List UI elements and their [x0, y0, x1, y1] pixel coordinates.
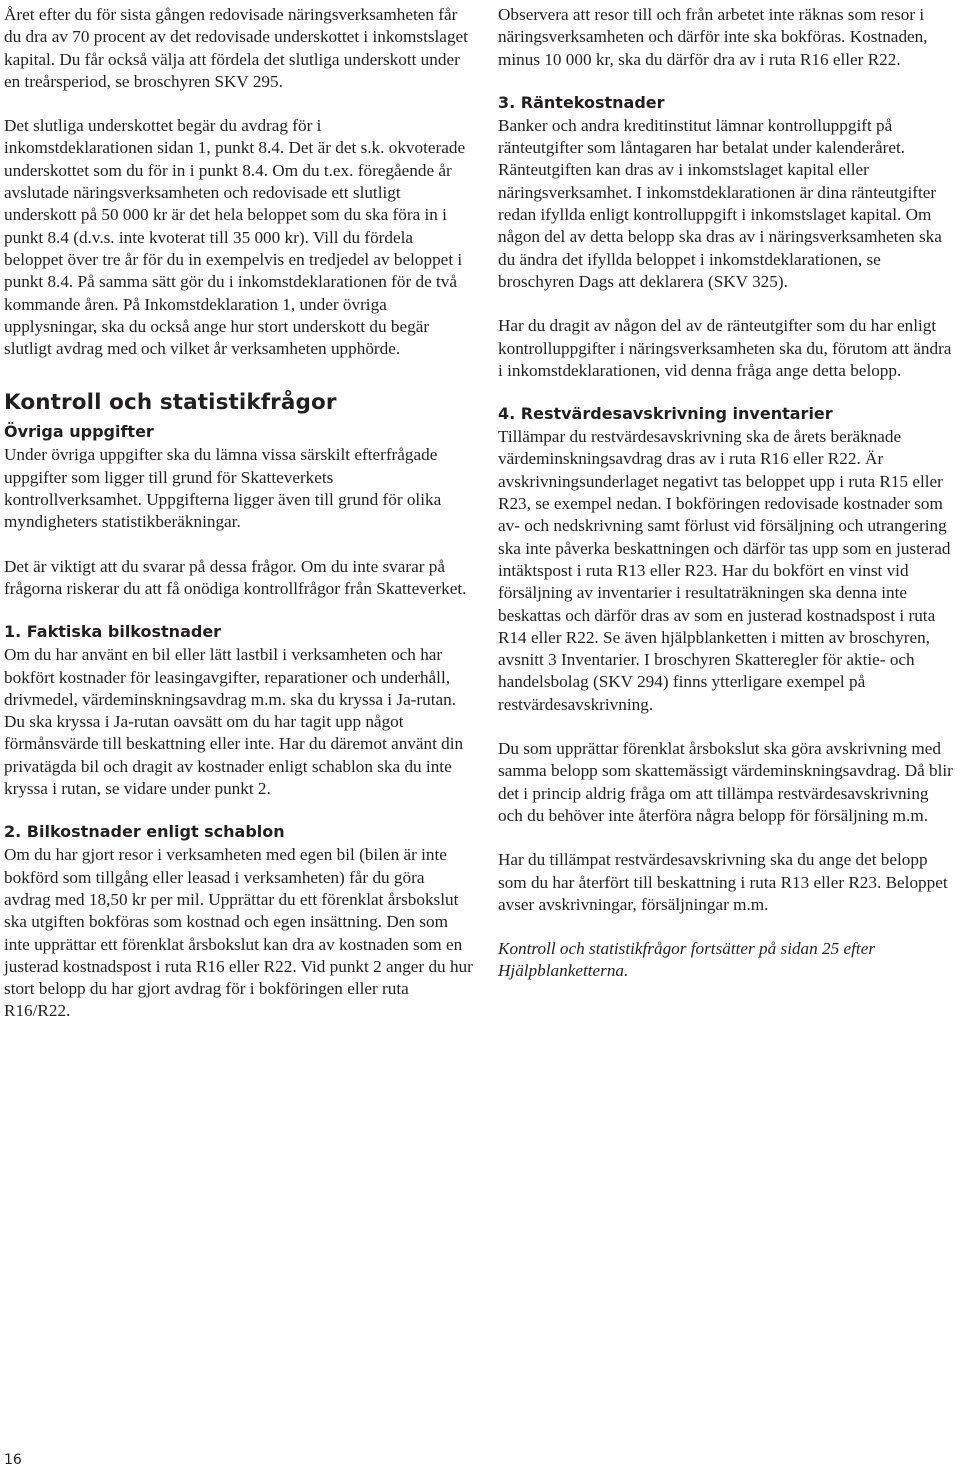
- paragraph-faktiska-bilkostnader: Om du har använt en bil eller lätt lastbil i verksamheten och har bokfört kostnader för leasingavgifter, reparationer och underhåll, drivmedel, värdeminskningsavdrag m.m. ska du kryssa i Ja-rutan. Du ska kryssa i Ja-rutan oavsätt om du har tagit upp något förmånsvärde till beskattning eller inte. Har du däremot använt din privatägda bil och dragit av kostnader enligt schablon ska du inte kryssa i rutan, se vidare under punkt 2.: [4, 645, 464, 799]
- continuation-note: Kontroll och statistikfrågor fortsätter på sidan 25 efter Hjälpblanketterna.: [498, 939, 876, 981]
- paragraph-underskott-intro: Året efter du för sista gången redovisade näringsverksamheten får du dra av 70 procent av det redovisade underskottet i inkomstslaget kapital. Du får också välja att fördela det slutliga underskott under en treårsperiod, se broschyren SKV 295.: [4, 5, 468, 91]
- paragraph-viktigt-svara: Det är viktigt att du svarar på dessa frågor. Om du inte svarar på frågorna riskerar du att få onödiga kontrollfrågor från Skatteverket.: [4, 556, 467, 598]
- left-column: [4, 4, 474, 1023]
- paragraph-slutliga-underskottet: Det slutliga underskottet begär du avdrag för i inkomstdeklarationen sidan 1, punkt 8.4. Det är det s.k. okvoterade underskottet som du för in i punkt 8.4. Om du t.ex. föregående år avslutade näringsverksamheten och redovisade ett slutligt underskott på 50 000 kr är det hela beloppet som du ska föra in i punkt 8.4 (d.v.s. inte kvoterat till 35 000 kr). Vill du fördela beloppet över tre år för du in exempelvis en tredjedel av beloppet i punkt 8.4. På samma sätt gör du i inkomstdeklarationen för de två kommande åren. På Inkomstdeklaration 1, under övriga upplysningar, ska du också ange hur stort underskott du begär slutligt avdrag med och vilket år verksamheten upphörde.: [4, 116, 466, 359]
- section-heading-kontroll: Kontroll och statistikfrågor: [4, 390, 337, 416]
- heading-bilkostnader-schablon: 2. Bilkostnader enligt schablon: [4, 822, 285, 842]
- paragraph-forenklat-arsbokslut: Du som upprättar förenklat årsbokslut ska göra avskrivning med samma belopp som skattemässigt värdeminskningsavdrag. Då blir det i princip aldrig fråga om att tillämpa restvärdesavskrivning och du behöver inte återföra några belopp för försäljning m.m.: [498, 739, 953, 825]
- heading-faktiska-bilkostnader: 1. Faktiska bilkostnader: [4, 622, 222, 642]
- heading-restvardesavskrivning: 4. Restvärdesavskrivning inventarier: [498, 404, 833, 424]
- paragraph-ovriga-uppgifter: Under övriga uppgifter ska du lämna vissa särskilt efterfrågade uppgifter som ligger till grund för Skatteverkets kontrollverksamhet. Uppgifterna ligger även till grund för olika myndigheters statistikberäkningar.: [4, 445, 442, 532]
- page-number: 16: [4, 1452, 22, 1468]
- subheading-ovriga-uppgifter: Övriga uppgifter: [4, 422, 154, 442]
- heading-rantekostnader: 3. Räntekostnader: [498, 92, 665, 112]
- paragraph-resor-arbetet: Observera att resor till och från arbetet inte räknas som resor i näringsverksamheten och därför inte ska bokföras. Kostnaden, minus 10 000 kr, ska du därför dra av i ruta R16 eller R22.: [498, 5, 928, 69]
- paragraph-rantekostnader-2: Har du dragit av någon del av de ränteutgifter som du har enligt kontrolluppgifter i näringsverksamheten ska du, förutom att ändra i inkomstdeklarationen, vid denna fråga ange detta belopp.: [498, 316, 952, 380]
- paragraph-restvardesavskrivning: Tillämpar du restvärdesavskrivning ska de årets beräknade värdeminskningsavdrag dras av i ruta R16 eller R22. Är avskrivningsunderlaget negativt tas beloppet upp i ruta R15 eller R23, se exempel nedan. I bokföringen redovisade kostnader som av- och nedskrivning samt förlust vid försäljning och utrangering ska inte påverka beskattningen och därför tas upp som en justerad intäktspost i ruta R13 eller R23. Har du bokfört en vinst vid försäljning av inventarier i resultaträkningen ska denna inte beskattas och därför dras av som en justerad kostnadspost i ruta R14 eller R22. Se även hjälpblanketten i mitten av broschyren, avsnitt 3 Inventarier. I broschyren Skatteregler för aktie- och handelsbolag (SKV 294) finns ytterligare exempel på restvärdesavskrivning.: [498, 427, 951, 714]
- paragraph-tillampat-restvarde: Har du tillämpat restvärdesavskrivning ska du ange det belopp som du har återfört till beskattning i ruta R13 eller R23. Beloppet avser avskrivningar, försäljningar m.m.: [498, 850, 948, 914]
- paragraph-bilkostnader-schablon: Om du har gjort resor i verksamheten med egen bil (bilen är inte bokförd som tillgång eller leasad i verksamheten) får du göra avdrag med 18,50 kr per mil. Upprättar du ett förenklat årsbokslut ska utgiften bokföras som kostnad och egen insättning. Den som inte upprättar ett förenklat årsbokslut kan dra av kostnaden som en justerad kostnadspost i ruta R16 eller R22. Vid punkt 2 anger du hur stort belopp du har gjort avdrag för i bokföringen eller ruta R16/R22.: [4, 845, 473, 1021]
- paragraph-rantekostnader: Banker och andra kreditinstitut lämnar kontrolluppgift på ränteutgifter som låntagaren har betalat under kalenderåret. Ränteutgiften kan dras av i inkomstslaget kapital eller näringsverksamhet. I inkomstdeklarationen är dina ränteutgifter redan ifyllda enligt kontrolluppgift i inkomstslaget kapital. Om någon del av detta belopp ska dras av i näringsverksamheten ska du ändra det ifyllda beloppet i inkomstdeklarationen, se broschyren Dags att deklarera (SKV 325).: [498, 115, 942, 291]
- right-column: [498, 4, 956, 983]
